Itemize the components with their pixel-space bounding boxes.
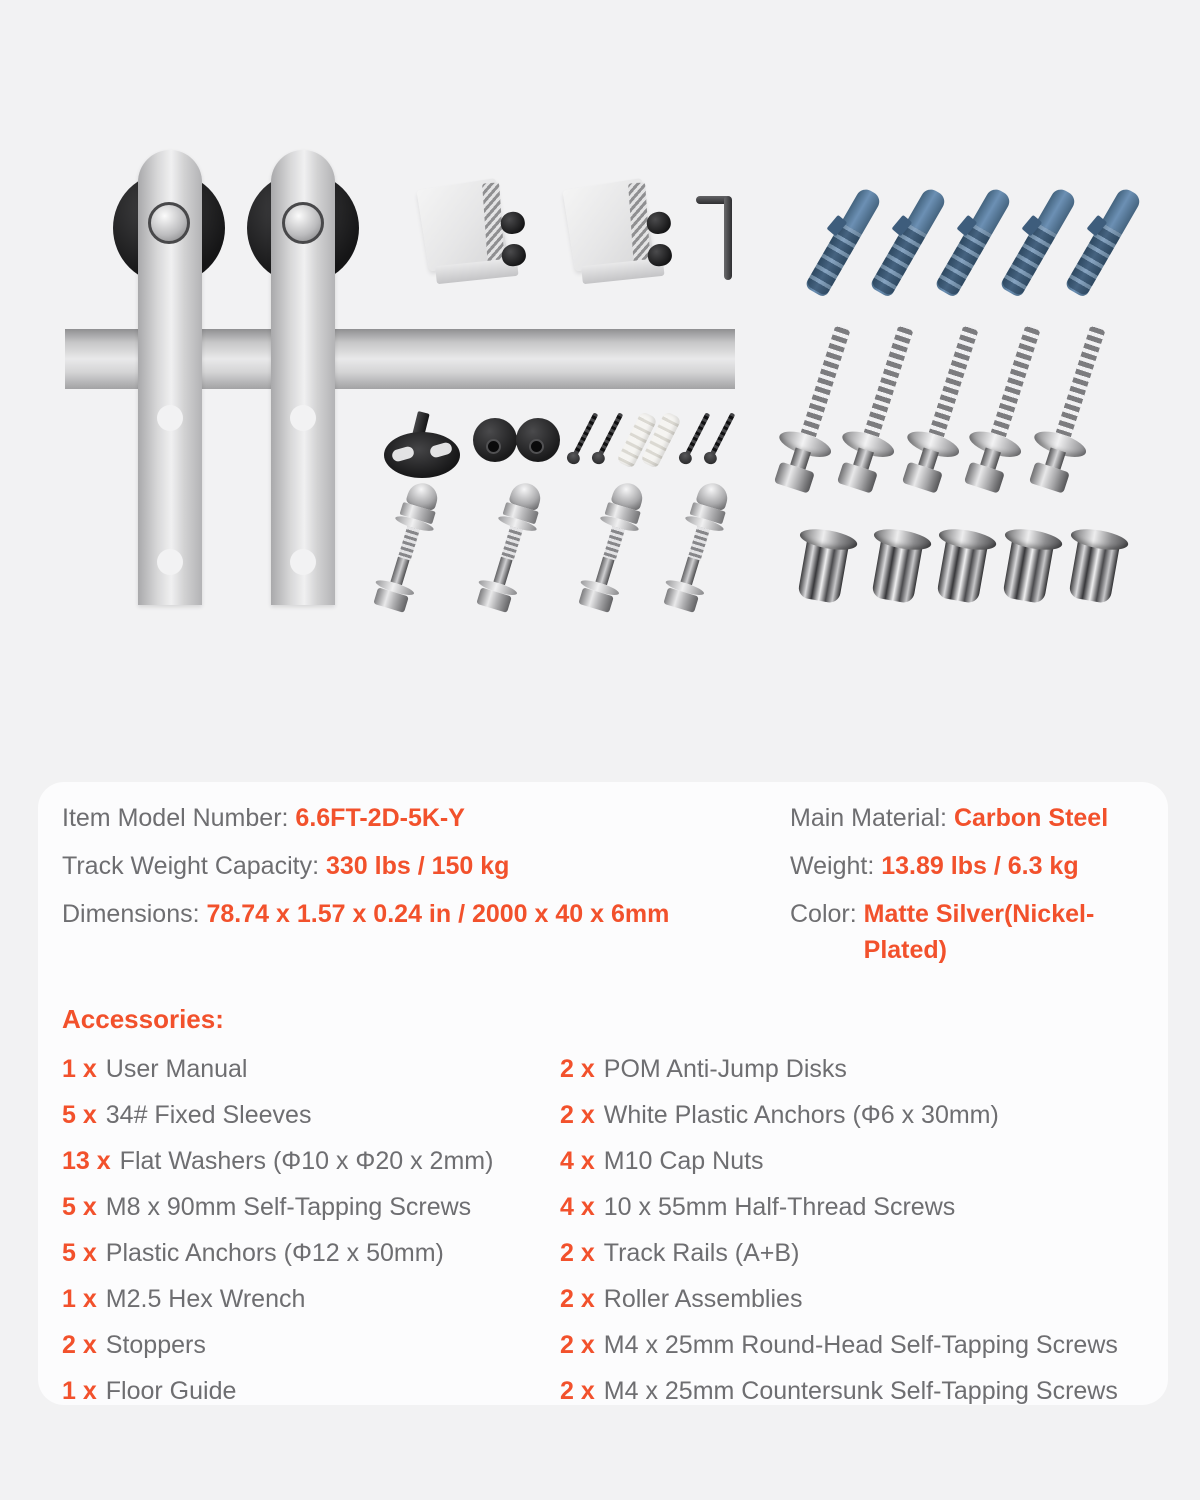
accessory-name: 10 x 55mm Half-Thread Screws bbox=[603, 1193, 956, 1221]
spec-row-weight bbox=[790, 848, 1144, 884]
accessory-qty: 1 x bbox=[62, 1285, 97, 1313]
spec-panel bbox=[38, 782, 1168, 1405]
strap-hole bbox=[290, 549, 316, 575]
accessory-name: Roller Assemblies bbox=[603, 1285, 803, 1313]
spec-row-capacity bbox=[62, 848, 790, 884]
spec-label: Dimensions: bbox=[62, 900, 207, 928]
accessory-qty: 2 x bbox=[560, 1377, 595, 1405]
fixed-sleeve-image bbox=[924, 525, 999, 617]
accessory-qty: 1 x bbox=[62, 1377, 97, 1405]
strap-hole bbox=[290, 405, 316, 431]
strap-hole bbox=[157, 405, 183, 431]
accessory-item bbox=[62, 1184, 560, 1230]
accessory-item bbox=[62, 1092, 560, 1138]
accessories-column-left bbox=[62, 1046, 560, 1414]
half-thread-screw-image bbox=[654, 477, 739, 619]
accessory-item bbox=[62, 1276, 560, 1322]
accessory-qty: 13 x bbox=[62, 1147, 111, 1175]
half-thread-screw-image bbox=[364, 477, 449, 619]
accessories-column-right bbox=[560, 1046, 1144, 1414]
accessories-title: Accessories: bbox=[62, 1004, 224, 1034]
accessory-qty: 2 x bbox=[560, 1239, 595, 1267]
accessory-name: M8 x 90mm Self-Tapping Screws bbox=[105, 1193, 472, 1221]
spec-label: Color: bbox=[790, 900, 864, 928]
half-thread-screw-image bbox=[569, 477, 654, 619]
accessory-name: Stoppers bbox=[105, 1331, 206, 1359]
spec-label: Track Weight Capacity: bbox=[62, 852, 326, 880]
accessory-item bbox=[560, 1322, 1144, 1368]
accessory-name: M10 Cap Nuts bbox=[603, 1147, 764, 1175]
accessory-qty: 4 x bbox=[560, 1193, 595, 1221]
roller-hub-image bbox=[148, 202, 190, 244]
fixed-sleeve-image bbox=[859, 525, 934, 617]
spec-column-left bbox=[62, 800, 790, 980]
accessory-item bbox=[62, 1046, 560, 1092]
accessory-item bbox=[560, 1368, 1144, 1414]
floor-guide-image bbox=[384, 412, 460, 478]
hex-wrench-image bbox=[696, 196, 732, 282]
accessory-item bbox=[62, 1138, 560, 1184]
accessory-name: Floor Guide bbox=[105, 1377, 237, 1405]
accessory-qty: 2 x bbox=[560, 1101, 595, 1129]
strap-hole bbox=[157, 549, 183, 575]
spec-value: 78.74 x 1.57 x 0.24 in / 2000 x 40 x 6mm bbox=[206, 900, 670, 928]
spec-row-dimensions bbox=[62, 896, 790, 932]
accessory-qty: 2 x bbox=[62, 1331, 97, 1359]
stopper-image bbox=[416, 171, 532, 297]
accessory-name: User Manual bbox=[105, 1055, 248, 1083]
accessory-qty: 5 x bbox=[62, 1193, 97, 1221]
half-thread-screw-image bbox=[467, 477, 552, 619]
fixed-sleeve-image bbox=[1056, 525, 1131, 617]
accessory-item bbox=[560, 1184, 1144, 1230]
anti-jump-disk-image bbox=[516, 418, 560, 462]
anti-jump-disk-image bbox=[473, 418, 517, 462]
spec-label: Item Model Number: bbox=[62, 804, 296, 832]
accessory-item bbox=[62, 1322, 560, 1368]
accessory-qty: 2 x bbox=[560, 1331, 595, 1359]
accessory-name: Flat Washers (Φ10 x Φ20 x 2mm) bbox=[119, 1147, 494, 1175]
accessory-name: POM Anti-Jump Disks bbox=[603, 1055, 847, 1083]
spec-value: Matte Silver(Nickel-Plated) bbox=[863, 900, 1095, 964]
accessory-name: Plastic Anchors (Φ12 x 50mm) bbox=[105, 1239, 444, 1267]
accessory-qty: 2 x bbox=[560, 1285, 595, 1313]
spec-value: 330 lbs / 150 kg bbox=[325, 852, 510, 880]
accessory-qty: 2 x bbox=[560, 1055, 595, 1083]
spec-row-material bbox=[790, 800, 1144, 836]
spec-value: 13.89 lbs / 6.3 kg bbox=[881, 852, 1079, 880]
fixed-sleeve-image bbox=[785, 525, 860, 617]
accessory-name: M4 x 25mm Countersunk Self-Tapping Screws bbox=[603, 1377, 1118, 1405]
roller-hub-image bbox=[282, 202, 324, 244]
fixed-sleeve-image bbox=[990, 525, 1065, 617]
accessories-grid bbox=[62, 1046, 1144, 1414]
accessory-item bbox=[62, 1368, 560, 1414]
accessory-qty: 5 x bbox=[62, 1101, 97, 1129]
spec-label: Main Material: bbox=[790, 804, 954, 832]
accessory-qty: 1 x bbox=[62, 1055, 97, 1083]
stopper-image bbox=[562, 171, 678, 297]
accessory-name: M2.5 Hex Wrench bbox=[105, 1285, 306, 1313]
accessory-name: 34# Fixed Sleeves bbox=[105, 1101, 312, 1129]
accessory-item bbox=[560, 1276, 1144, 1322]
accessory-qty: 5 x bbox=[62, 1239, 97, 1267]
accessory-name: Track Rails (A+B) bbox=[603, 1239, 800, 1267]
accessory-name: White Plastic Anchors (Φ6 x 30mm) bbox=[603, 1101, 999, 1129]
spec-grid bbox=[62, 800, 1144, 980]
spec-column-right bbox=[790, 800, 1144, 980]
spec-value: 6.6FT-2D-5K-Y bbox=[295, 804, 465, 832]
spec-label: Weight: bbox=[790, 852, 882, 880]
accessory-item bbox=[560, 1230, 1144, 1276]
spec-value: Carbon Steel bbox=[953, 804, 1109, 832]
accessory-item bbox=[560, 1092, 1144, 1138]
accessory-qty: 4 x bbox=[560, 1147, 595, 1175]
accessory-item bbox=[560, 1138, 1144, 1184]
spec-row-color bbox=[790, 896, 1144, 968]
spec-row-model bbox=[62, 800, 790, 836]
accessory-item bbox=[62, 1230, 560, 1276]
accessory-item bbox=[560, 1046, 1144, 1092]
accessory-name: M4 x 25mm Round-Head Self-Tapping Screws bbox=[603, 1331, 1118, 1359]
